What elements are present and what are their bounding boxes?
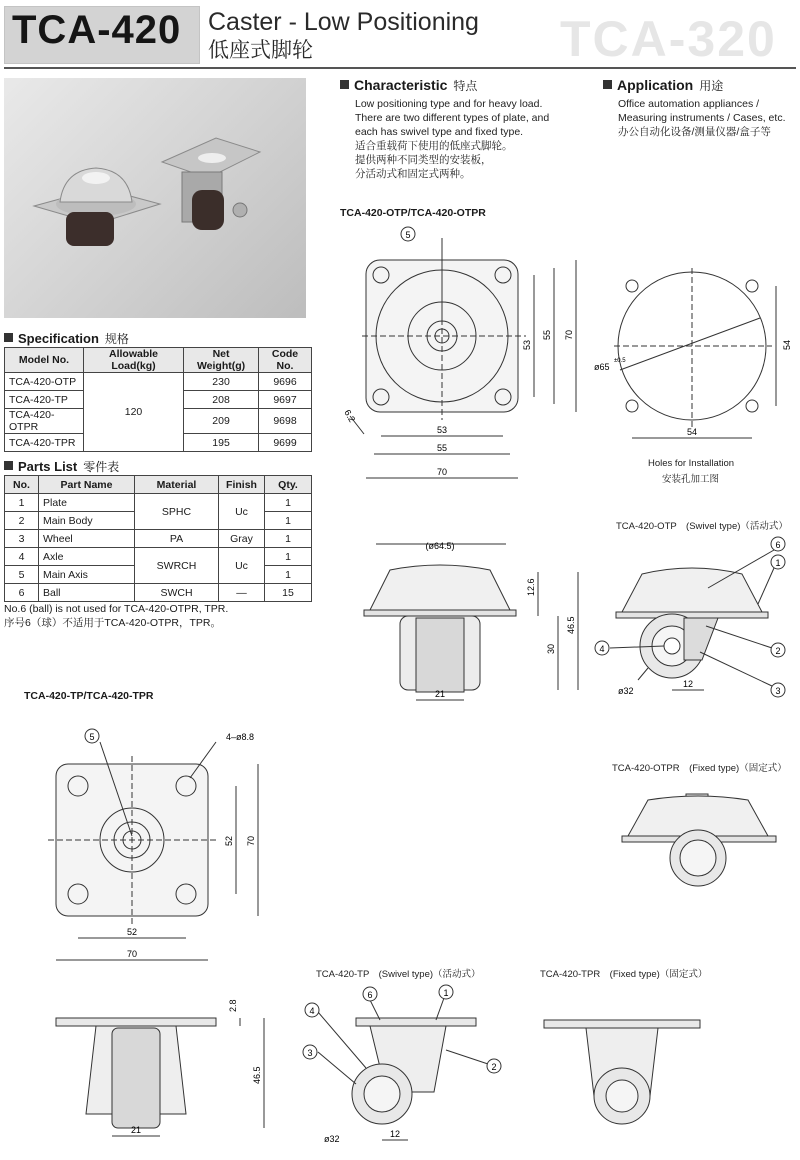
dim-label: 55 — [436, 443, 448, 453]
code-cell: 9696 — [259, 373, 312, 391]
tpr-fixed-caption: TCA-420-TPR (Fixed type)（固定式） — [540, 969, 708, 980]
specification-title-cn: 规格 — [104, 332, 129, 346]
qty-cell: 15 — [265, 584, 312, 602]
column-header: Finish — [219, 476, 265, 494]
material-cell: SPHC — [135, 494, 219, 530]
dim-label: 12.6 — [526, 578, 536, 596]
otp-swivel-caption: TCA-420-OTP (Swivel type)（活动式） — [616, 521, 788, 532]
parts-title: Parts List — [18, 459, 78, 474]
table-row — [5, 494, 312, 512]
callout-label: 4 — [309, 1006, 315, 1016]
qty-cell: 1 — [265, 566, 312, 584]
dim-label: 53 — [436, 425, 448, 435]
specification-heading — [4, 330, 129, 347]
tp-front-view — [40, 988, 280, 1148]
header-rule — [4, 67, 796, 69]
model-cell: TCA-420-TP — [5, 391, 84, 409]
dim-label: 70 — [436, 467, 448, 477]
part-number-cell: 4 — [5, 548, 39, 566]
callout-label: 5 — [405, 230, 411, 240]
application-line: Office automation appliances / — [618, 98, 760, 110]
callout-label: 1 — [443, 988, 449, 998]
square-bullet-icon — [4, 333, 13, 342]
dim-label: 21 — [130, 1125, 142, 1135]
application-heading — [603, 77, 723, 94]
callout-label: 4 — [599, 644, 605, 654]
qty-cell: 1 — [265, 530, 312, 548]
application-line-cn: 办公自动化设备/测量仪器/盒子等 — [618, 126, 771, 138]
parts-note — [4, 602, 228, 630]
dim-label: 30 — [546, 643, 556, 654]
square-bullet-icon — [340, 80, 349, 89]
model-cell: TCA-420-OTP — [5, 373, 84, 391]
product-photo — [4, 78, 306, 318]
dim-label: 6.2 — [342, 408, 358, 424]
characteristic-line-cn: 提供两种不同类型的安装板， — [355, 154, 492, 166]
material-cell: SWRCH — [135, 548, 219, 584]
callout-label: 6 — [367, 990, 373, 1000]
column-header: No. — [5, 476, 39, 494]
table-header-row — [5, 348, 312, 373]
part-name-cell: Main Axis — [39, 566, 135, 584]
installation-holes-drawing — [594, 258, 796, 454]
characteristic-title-cn: 特点 — [453, 79, 478, 93]
dim-label: 46.5 — [566, 616, 576, 634]
callout-label: 2 — [491, 1062, 497, 1072]
parts-heading — [4, 458, 119, 475]
part-number-cell: 1 — [5, 494, 39, 512]
table-row — [5, 584, 312, 602]
parts-table — [4, 475, 312, 602]
dim-label: 21 — [434, 689, 446, 699]
specification-table — [4, 347, 312, 452]
otpr-fixed-view — [614, 780, 784, 890]
application-title-cn: 用途 — [699, 79, 724, 93]
part-number-cell: 2 — [5, 512, 39, 530]
dim-label: ø32 — [324, 1134, 340, 1144]
holes-caption-cn: 安装孔加工图 — [662, 474, 720, 485]
dim-label: 2.8 — [228, 999, 238, 1012]
callout-label: 1 — [775, 558, 781, 568]
table-row — [5, 530, 312, 548]
dim-label: ø65 — [594, 362, 610, 372]
weight-cell: 195 — [184, 434, 259, 452]
dim-label: 12 — [682, 679, 694, 689]
parts-note-en: No.6 (ball) is not used for TCA-420-OTPR, TPR. — [4, 603, 229, 615]
characteristic-heading — [340, 77, 477, 94]
bleed-through-text: TCA-320 — [560, 11, 777, 67]
otpr-fixed-caption: TCA-420-OTPR (Fixed type)（固定式） — [612, 763, 787, 774]
characteristic-line: each has swivel type and fixed type. — [355, 126, 524, 138]
part-name-cell: Wheel — [39, 530, 135, 548]
characteristic-line-cn: 分活动式和固定式两种。 — [355, 168, 471, 180]
tp-drawing-label: TCA-420-TP/TCA-420-TPR — [24, 690, 154, 702]
application-line: Measuring instruments / Cases, etc. — [618, 112, 786, 124]
callout-label: 3 — [775, 686, 781, 696]
material-cell: SWCH — [135, 584, 219, 602]
finish-cell: — — [219, 584, 265, 602]
table-row — [5, 373, 312, 391]
characteristic-line-cn: 适合重载荷下使用的低座式脚轮。 — [355, 140, 513, 152]
otp-swivel-side-view — [588, 530, 798, 706]
otp-drawing-label: TCA-420-OTP/TCA-420-OTPR — [340, 207, 486, 219]
tpr-fixed-view — [538, 1010, 708, 1130]
part-number-cell: 6 — [5, 584, 39, 602]
column-header: Allowable Load(kg) — [83, 348, 183, 373]
dim-label: 70 — [126, 949, 138, 959]
qty-cell: 1 — [265, 548, 312, 566]
characteristic-line: There are two different types of plate, and — [355, 112, 550, 124]
column-header: Material — [135, 476, 219, 494]
material-cell: PA — [135, 530, 219, 548]
dim-label: 54 — [782, 339, 792, 350]
dim-label: 53 — [522, 340, 532, 351]
finish-cell: Gray — [219, 530, 265, 548]
dim-label: 70 — [246, 835, 256, 846]
dim-label: 70 — [564, 329, 574, 340]
dim-label: 46.5 — [252, 1066, 262, 1084]
table-header-row — [5, 476, 312, 494]
callout-label: 5 — [89, 732, 95, 742]
code-cell: 9698 — [259, 409, 312, 434]
title-english: Caster - Low Positioning — [208, 8, 479, 36]
column-header: Model No. — [5, 348, 84, 373]
weight-cell: 208 — [184, 391, 259, 409]
parts-title-cn: 零件表 — [83, 460, 120, 474]
otp-front-view — [330, 536, 590, 706]
model-title: TCA-420 — [12, 8, 182, 52]
application-title: Application — [617, 77, 694, 93]
part-number-cell: 3 — [5, 530, 39, 548]
specification-title: Specification — [18, 331, 99, 346]
column-header: Part Name — [39, 476, 135, 494]
otp-plate-top-view — [330, 220, 590, 490]
code-cell: 9699 — [259, 434, 312, 452]
part-name-cell: Plate — [39, 494, 135, 512]
dim-label: 55 — [542, 329, 552, 340]
dim-label: 52 — [224, 835, 234, 846]
callout-label: 2 — [775, 646, 781, 656]
model-cell: TCA-420-TPR — [5, 434, 84, 452]
finish-cell: Uc — [219, 494, 265, 530]
parts-note-cn: 序号6（球）不适用于TCA-420-OTPR，TPR。 — [4, 617, 222, 629]
qty-cell: 1 — [265, 494, 312, 512]
dim-label: 12 — [389, 1129, 401, 1139]
dim-tolerance: ±0.5 — [614, 358, 626, 364]
part-name-cell: Ball — [39, 584, 135, 602]
code-cell: 9697 — [259, 391, 312, 409]
title-chinese: 低座式脚轮 — [208, 39, 313, 62]
callout-label: 6 — [775, 540, 781, 550]
column-header: Qty. — [265, 476, 312, 494]
dim-label: 52 — [126, 927, 138, 937]
dim-label: (ø64.5) — [425, 541, 455, 551]
dim-label: ø32 — [618, 686, 634, 696]
part-name-cell: Axle — [39, 548, 135, 566]
characteristic-line: Low positioning type and for heavy load. — [355, 98, 543, 110]
part-number-cell: 5 — [5, 566, 39, 584]
load-cell: 120 — [83, 373, 183, 452]
table-row — [5, 548, 312, 566]
tp-plate-top-view — [20, 728, 290, 978]
column-header: Net Weight(g) — [184, 348, 259, 373]
caster-photo-illustration — [4, 78, 306, 318]
characteristic-title: Characteristic — [354, 77, 448, 93]
square-bullet-icon — [4, 461, 13, 470]
application-text — [618, 97, 798, 139]
dim-label: 4–ø8.8 — [226, 732, 255, 742]
weight-cell: 230 — [184, 373, 259, 391]
tp-swivel-caption: TCA-420-TP (Swivel type)（活动式） — [316, 969, 481, 980]
part-name-cell: Main Body — [39, 512, 135, 530]
holes-caption: Holes for Installation — [648, 458, 735, 469]
column-header: Code No. — [259, 348, 312, 373]
qty-cell: 1 — [265, 512, 312, 530]
characteristic-text — [355, 97, 595, 181]
tp-swivel-side-view — [296, 980, 516, 1150]
callout-label: 3 — [307, 1048, 313, 1058]
dim-label: 54 — [686, 427, 698, 437]
square-bullet-icon — [603, 80, 612, 89]
weight-cell: 209 — [184, 409, 259, 434]
finish-cell: Uc — [219, 548, 265, 584]
model-cell: TCA-420-OTPR — [5, 409, 84, 434]
